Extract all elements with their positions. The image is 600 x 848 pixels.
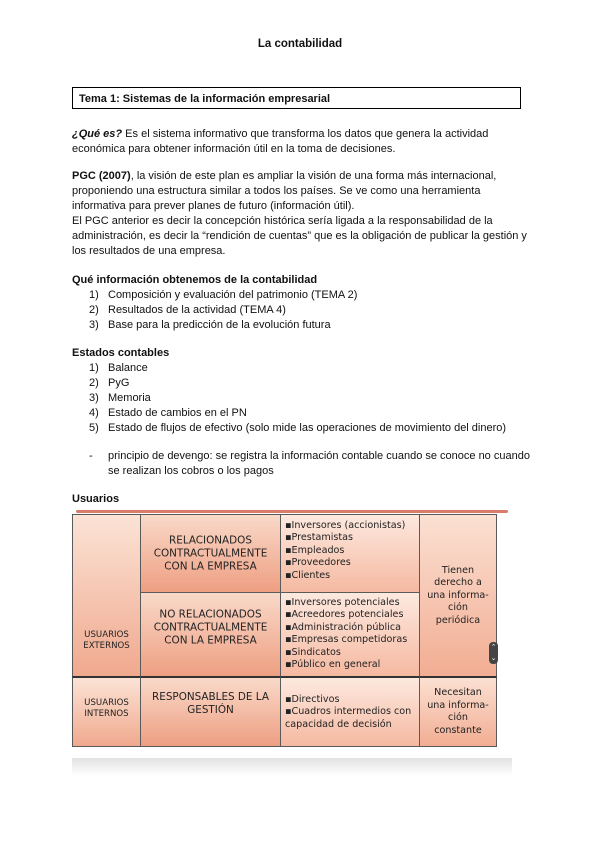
devengo-item: - principio de devengo: se registra la información contable cuando se conoce no cuando se realizan los cobros o los pagos bbox=[89, 450, 530, 477]
relacionados-list-cell bbox=[280, 514, 420, 593]
no-relacionados-cell bbox=[140, 592, 281, 677]
internos-cell bbox=[72, 676, 141, 747]
externos-label: USUARIOS EXTERNOS bbox=[83, 629, 130, 651]
responsables-list bbox=[285, 694, 411, 731]
list-item: 4) Estado de cambios en el PN bbox=[89, 407, 247, 419]
necesitan-cell bbox=[419, 676, 497, 747]
que-es-text: Es el sistema informativo que transforma los datos que genera la actividad económica para obtener información útil en la toma de decisiones. bbox=[72, 128, 489, 155]
info-list bbox=[72, 288, 528, 333]
responsables-cell bbox=[140, 676, 281, 747]
topic-box: Tema 1: Sistemas de la información empresarial bbox=[72, 87, 521, 109]
necesitan-label: Necesitan una informa-ción constante bbox=[427, 687, 489, 736]
responsables-list-cell bbox=[280, 676, 420, 747]
list-item: 2) PyG bbox=[89, 377, 130, 389]
list-item: capacidad de decisión bbox=[285, 718, 392, 730]
pgc-anterior-text: El PGC anterior es decir la concepción histórica sería ligada a la responsabilidad de la administración, es decir la “rendición de cuentas” que es la obligación de publicar la gestión y los resultados de una empresa. bbox=[72, 215, 527, 257]
tienen-cell bbox=[419, 514, 497, 677]
pgc-paragraph bbox=[72, 169, 528, 259]
page-title: La contabilidad bbox=[257, 38, 343, 50]
pgc-label: PGC (2007) bbox=[72, 170, 131, 182]
scroll-handle-icon[interactable]: ⌃ ⌄ bbox=[490, 644, 497, 662]
list-item: ▪Cuadros intermedios con bbox=[285, 706, 412, 718]
list-item: ▪Prestamistas bbox=[285, 532, 354, 544]
que-es-paragraph bbox=[72, 127, 528, 157]
list-item: ▪Empleados bbox=[285, 544, 345, 556]
usuarios-heading: Usuarios bbox=[72, 493, 120, 505]
list-item: 3) Base para la predicción de la evolución futura bbox=[89, 319, 331, 331]
list-item: 2) Resultados de la actividad (TEMA 4) bbox=[89, 304, 286, 316]
list-item: ▪Inversores potenciales bbox=[285, 597, 400, 608]
estados-section bbox=[72, 346, 528, 436]
list-item: 5) Estado de flujos de efectivo (solo mide las operaciones de movimiento del dinero) bbox=[89, 422, 507, 434]
no-relacionados-list-cell bbox=[280, 592, 420, 677]
list-item: ▪Directivos bbox=[285, 694, 340, 705]
list-item: ▪Empresas competidoras bbox=[285, 634, 408, 646]
relacionados-list bbox=[285, 520, 405, 582]
no-relacionados-label: NO RELACIONADOS CONTRACTUALMENTE CON LA EMPRESA bbox=[153, 608, 268, 647]
list-item: ▪Inversores (accionistas) bbox=[285, 520, 406, 531]
relacionados-label: RELACIONADOS CONTRACTUALMENTE CON LA EMPRESA bbox=[153, 534, 268, 572]
list-item: ▪Público en general bbox=[285, 659, 381, 671]
list-item: ▪Administración pública bbox=[285, 621, 402, 633]
estados-heading: Estados contables bbox=[72, 347, 170, 359]
pgc-text: , la visión de este plan es ampliar la visión de una forma más internacional, proponiendo una estructura similar a todos los países. Se ve como una herramienta informativa para prever planes de futuro (información útil). bbox=[72, 170, 497, 212]
list-item: ▪Proveedores bbox=[285, 557, 351, 569]
table-top-accent bbox=[76, 510, 508, 513]
tienen-label: Tienen derecho a una informa-ción periódica bbox=[427, 564, 489, 626]
info-heading: Qué información obtenemos de la contabilidad bbox=[72, 274, 318, 286]
list-item: 1) Composición y evaluación del patrimonio (TEMA 2) bbox=[89, 289, 358, 301]
list-item: ▪Acreedores potenciales bbox=[285, 609, 404, 621]
list-item: 1) Balance bbox=[89, 362, 148, 374]
relacionados-cell bbox=[140, 514, 281, 593]
estados-list bbox=[72, 361, 528, 436]
list-item: 3) Memoria bbox=[89, 392, 151, 404]
info-section bbox=[72, 273, 528, 333]
responsables-label: RESPONSABLES DE LA GESTIÓN bbox=[152, 690, 269, 716]
internos-label: USUARIOS INTERNOS bbox=[84, 697, 129, 719]
list-item: ▪Clientes bbox=[285, 569, 331, 581]
externos-cell bbox=[72, 514, 141, 677]
que-es-label: ¿Qué es? bbox=[72, 128, 123, 140]
usuarios-table bbox=[72, 514, 500, 766]
list-item: ▪Sindicatos bbox=[285, 646, 341, 658]
no-relacionados-list bbox=[285, 597, 407, 671]
devengo-text: principio de devengo: se registra la información contable cuando se conoce no cuando se realizan los cobros o los pagos bbox=[108, 450, 530, 477]
